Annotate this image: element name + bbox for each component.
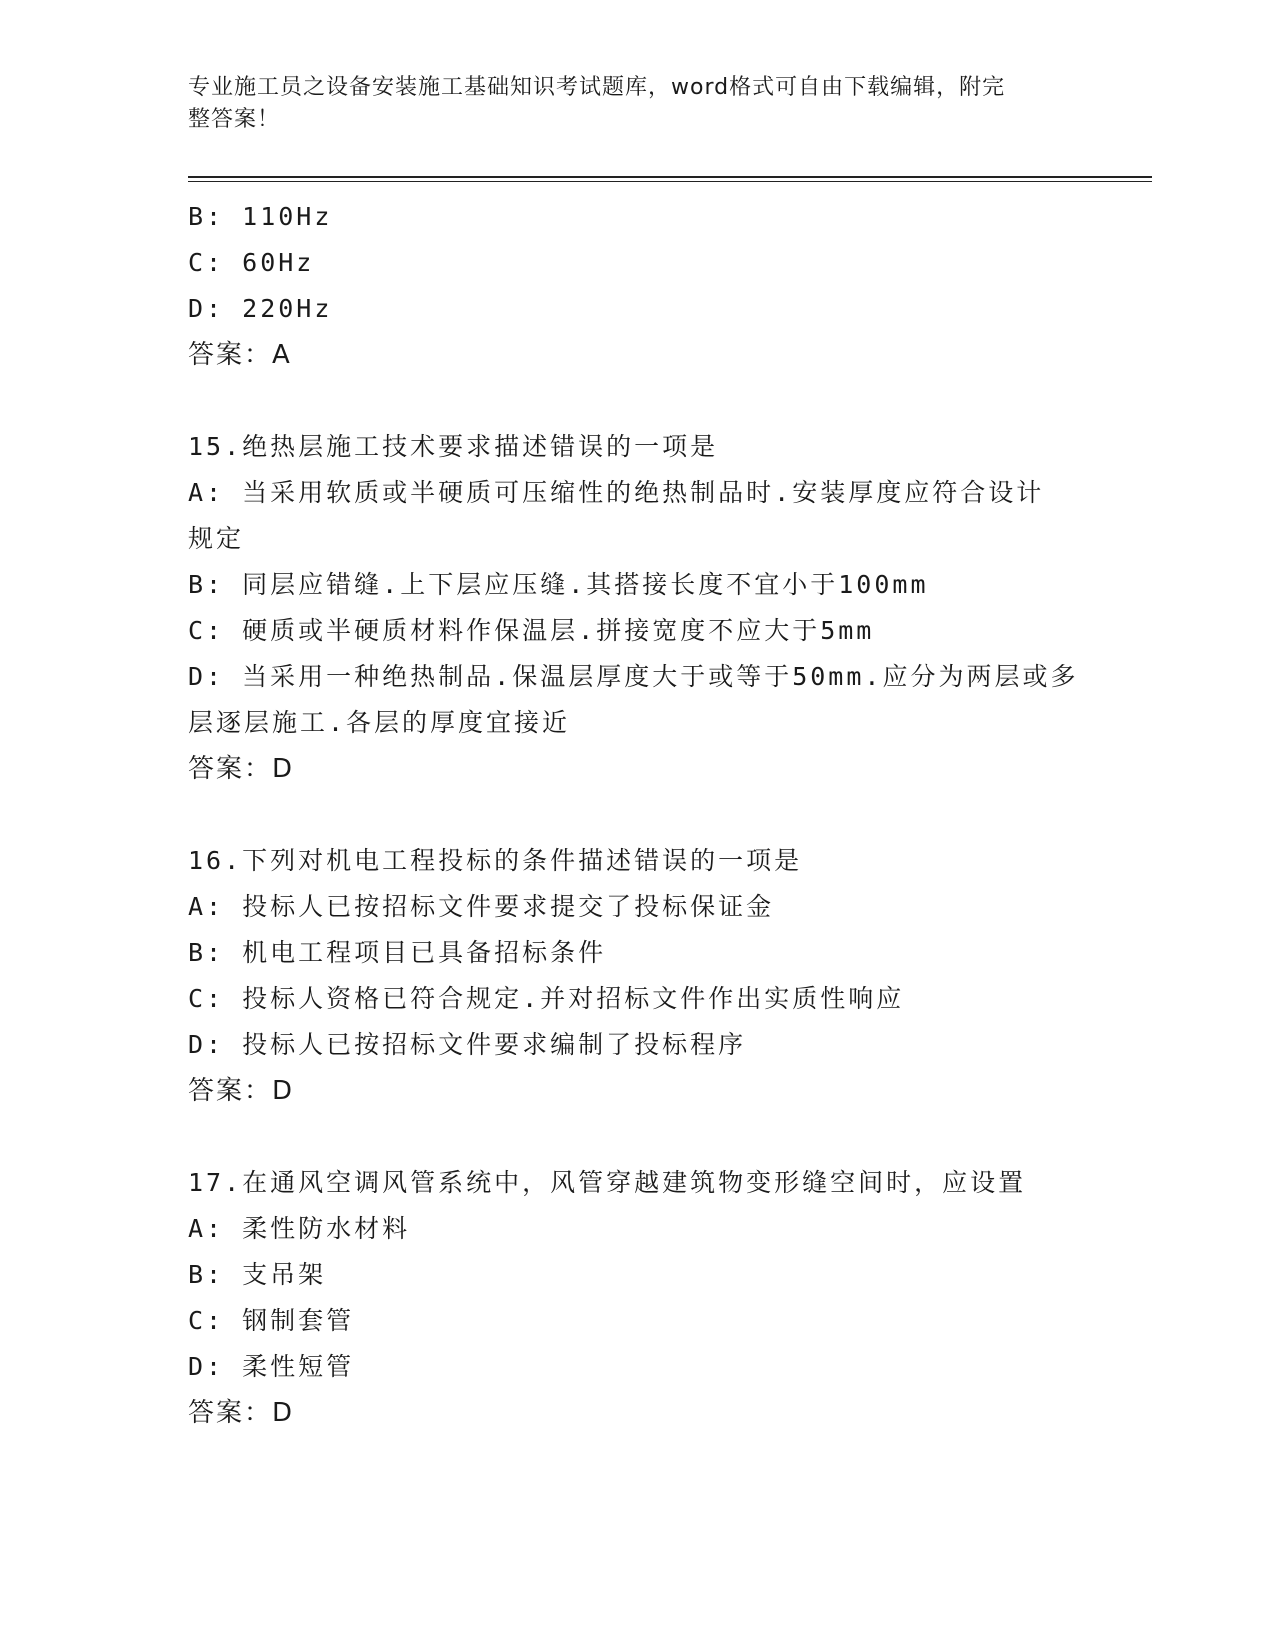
option-b: B: 110Hz — [188, 202, 333, 231]
question-list — [188, 194, 1088, 1436]
header-line-1: 专业施工员之设备安装施工基础知识考试题库，word格式可自由下载编辑，附完 — [188, 75, 1006, 100]
question-16 — [188, 838, 1088, 1114]
question-text: 17.在通风空调风管系统中，风管穿越建筑物变形缝空间时，应设置 — [188, 1168, 1027, 1197]
option-c: C: 钢制套管 — [188, 1306, 355, 1335]
document-header — [188, 72, 1088, 136]
option-a: A: 当采用软质或半硬质可压缩性的绝热制品时.安装厚度应符合设计 — [188, 478, 1045, 507]
answer: 答案：D — [188, 754, 295, 784]
option-d: D: 当采用一种绝热制品.保温层厚度大于或等于50mm.应分为两层或多 — [188, 662, 1079, 691]
question-14 — [188, 194, 1088, 378]
spacer — [188, 378, 1088, 424]
question-17 — [188, 1160, 1088, 1436]
option-d: D: 投标人已按招标文件要求编制了投标程序 — [188, 1030, 747, 1059]
question-text: 15.绝热层施工技术要求描述错误的一项是 — [188, 432, 719, 461]
option-a: A: 柔性防水材料 — [188, 1214, 411, 1243]
question-text: 16.下列对机电工程投标的条件描述错误的一项是 — [188, 846, 803, 875]
option-c: C: 投标人资格已符合规定.并对招标文件作出实质性响应 — [188, 984, 905, 1013]
option-c: C: 60Hz — [188, 248, 315, 277]
option-d: D: 220Hz — [188, 294, 333, 323]
answer: 答案：A — [188, 340, 292, 370]
answer: 答案：D — [188, 1076, 295, 1106]
option-b: B: 支吊架 — [188, 1260, 327, 1289]
option-a-continued: 规定 — [188, 524, 245, 553]
option-a: A: 投标人已按招标文件要求提交了投标保证金 — [188, 892, 775, 921]
spacer — [188, 1114, 1088, 1160]
option-d-continued: 层逐层施工.各层的厚度宜接近 — [188, 708, 571, 737]
answer: 答案：D — [188, 1398, 295, 1428]
option-d: D: 柔性短管 — [188, 1352, 355, 1381]
question-15 — [188, 424, 1088, 792]
spacer — [188, 792, 1088, 838]
option-c: C: 硬质或半硬质材料作保温层.拼接宽度不应大于5mm — [188, 616, 875, 645]
option-b: B: 同层应错缝.上下层应压缝.其搭接长度不宜小于100mm — [188, 570, 929, 599]
header-divider-thin — [188, 181, 1152, 182]
header-line-2: 整答案！ — [188, 107, 281, 132]
header-divider — [188, 176, 1152, 178]
option-b: B: 机电工程项目已具备招标条件 — [188, 938, 607, 967]
